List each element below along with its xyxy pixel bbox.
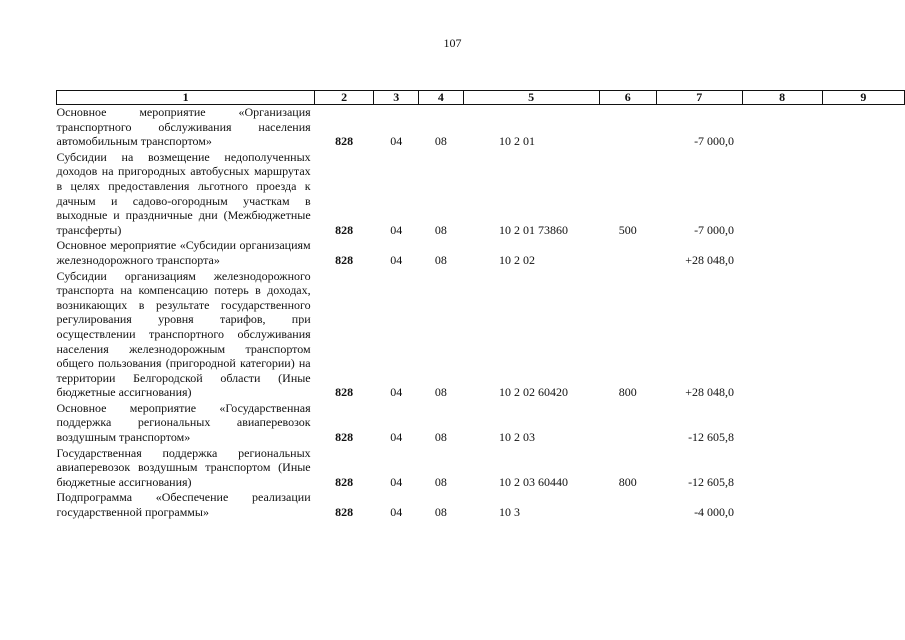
row-col-9	[822, 446, 904, 491]
row-col-8	[742, 238, 822, 268]
row-csr: 10 2 02	[499, 252, 536, 267]
header-col-9: 9	[822, 91, 904, 105]
page-number: 107	[443, 36, 462, 50]
row-col-8	[742, 269, 822, 401]
row-sum: -7 000,0	[694, 134, 735, 149]
row-vr: 800	[618, 474, 637, 489]
table-row	[57, 150, 905, 239]
row-vr	[599, 490, 656, 520]
row-ved: 828	[335, 430, 354, 445]
row-rz: 04	[390, 134, 403, 149]
row-col-9	[822, 401, 904, 446]
row-csr: 10 2 03	[499, 430, 536, 445]
row-sum: +28 048,0	[685, 385, 735, 400]
table-row	[57, 238, 905, 268]
row-col-9	[822, 490, 904, 520]
row-col-8	[742, 446, 822, 491]
row-name: Основное мероприятие «Организация транспортного обслуживания населения автомобильным транспортом»	[56, 105, 311, 149]
row-rz: 04	[390, 505, 403, 520]
row-col-8	[742, 401, 822, 446]
row-col-9	[822, 105, 904, 150]
row-ved: 828	[335, 385, 354, 400]
row-name: Подпрограмма «Обеспечение реализации государственной программы»	[56, 490, 311, 520]
row-vr	[599, 105, 656, 150]
row-csr: 10 2 01	[499, 134, 536, 149]
row-rz: 04	[390, 385, 403, 400]
header-col-3: 3	[374, 91, 419, 105]
header-col-7: 7	[656, 91, 742, 105]
row-ved: 828	[335, 134, 354, 149]
row-csr: 10 2 01 73860	[499, 222, 569, 237]
table-row	[57, 401, 905, 446]
row-pr: 08	[434, 430, 447, 445]
row-vr: 500	[618, 222, 637, 237]
row-pr: 08	[434, 474, 447, 489]
row-pr: 08	[434, 385, 447, 400]
row-rz: 04	[390, 474, 403, 489]
row-rz: 04	[390, 222, 403, 237]
header-col-2: 2	[315, 91, 374, 105]
row-col-9	[822, 238, 904, 268]
row-sum: -12 605,8	[688, 430, 735, 445]
row-rz: 04	[390, 430, 403, 445]
table-row	[57, 105, 905, 150]
row-sum: -7 000,0	[694, 222, 735, 237]
row-sum: +28 048,0	[685, 252, 735, 267]
row-name: Государственная поддержка региональных авиаперевозок воздушным транспортом (Иные бюджетные ассигнования)	[56, 445, 311, 489]
row-csr: 10 2 02 60420	[499, 385, 569, 400]
row-col-8	[742, 490, 822, 520]
row-csr: 10 2 03 60440	[499, 474, 569, 489]
row-name: Субсидии организациям железнодорожного транспорта на компенсацию потерь в доходах, возникающих в результате государственного регулирования уровня тарифов, при осуществлении транспортного обслуживания населения железнодорожным транспортом общего пользования (пригородной категории) на территории Белгородской области (Иные бюджетные ассигнования)	[56, 268, 311, 400]
row-sum: -12 605,8	[688, 474, 735, 489]
row-ved: 828	[335, 252, 354, 267]
row-name: Основное мероприятие «Государственная поддержка региональных авиаперевозок воздушным транспортом»	[56, 400, 311, 445]
header-col-6: 6	[599, 91, 656, 105]
table-row	[57, 269, 905, 401]
row-ved: 828	[335, 222, 354, 237]
row-col-9	[822, 150, 904, 239]
row-col-8	[742, 105, 822, 150]
header-col-4: 4	[419, 91, 463, 105]
row-name: Субсидии на возмещение недополученных доходов на пригородных автобусных маршрутах в целях предоставления льготного проезда к дачным и садово-огородным участкам в выходные и праздничные дни (Межбюджетные трансферты)	[56, 149, 311, 237]
row-pr: 08	[434, 222, 447, 237]
header-col-5: 5	[463, 91, 599, 105]
budget-table	[56, 90, 905, 521]
row-vr	[599, 238, 656, 268]
table-row	[57, 446, 905, 491]
row-vr: 800	[618, 385, 637, 400]
row-name: Основное мероприятие «Субсидии организациям железнодорожного транспорта»	[56, 238, 311, 267]
row-csr: 10 3	[499, 505, 521, 520]
row-vr	[599, 401, 656, 446]
table-row	[57, 490, 905, 520]
row-sum: -4 000,0	[694, 505, 735, 520]
row-rz: 04	[390, 252, 403, 267]
row-col-9	[822, 269, 904, 401]
table-header-row	[57, 91, 905, 105]
row-ved: 828	[335, 474, 354, 489]
row-col-8	[742, 150, 822, 239]
row-ved: 828	[335, 505, 354, 520]
row-pr: 08	[434, 134, 447, 149]
row-pr: 08	[434, 252, 447, 267]
header-col-1: 1	[57, 91, 315, 105]
header-col-8: 8	[742, 91, 822, 105]
row-pr: 08	[434, 505, 447, 520]
